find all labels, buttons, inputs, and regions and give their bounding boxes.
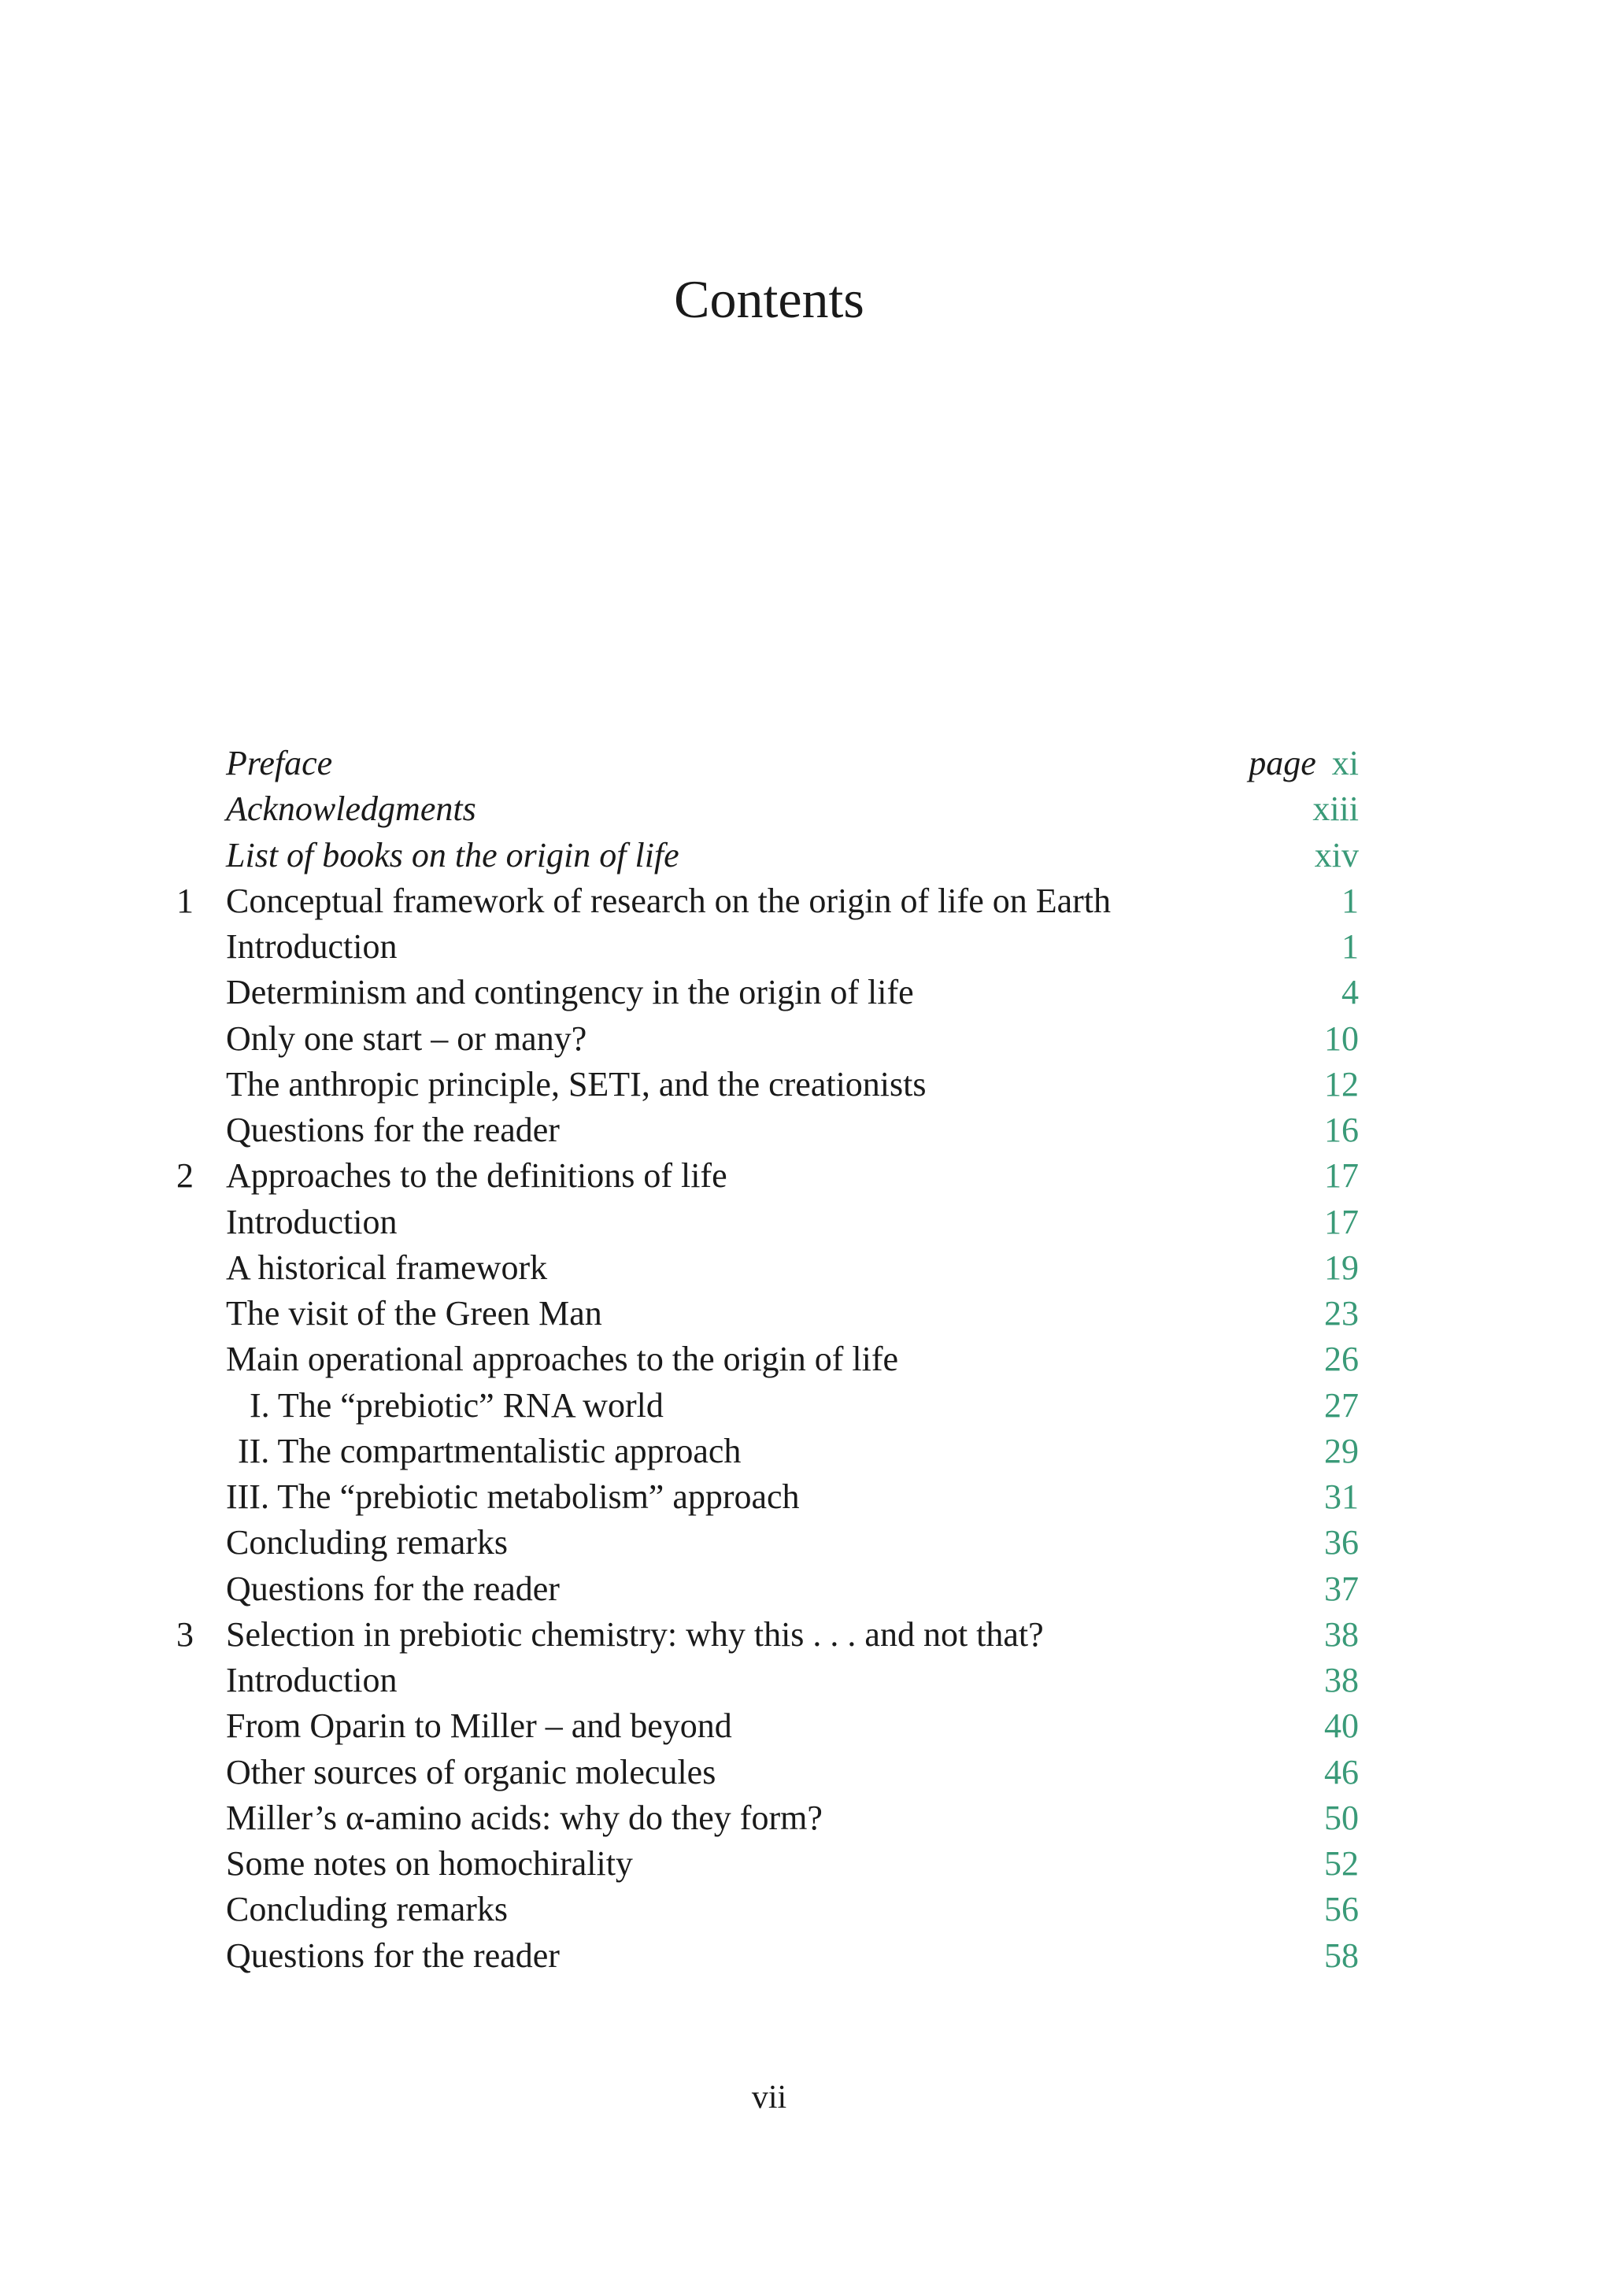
toc-entry-section xyxy=(0,970,1617,1015)
toc-entry-section xyxy=(0,1750,1617,1795)
entry-title: Introduction xyxy=(226,1661,398,1699)
entry-title: Main operational approaches to the origin of life xyxy=(226,1340,899,1379)
toc-entry-section xyxy=(0,1107,1617,1153)
table-of-contents xyxy=(0,741,1617,1979)
entry-title: Only one start – or many? xyxy=(226,1019,587,1058)
entry-title: Preface xyxy=(226,744,333,782)
toc-entry-chapter-3 xyxy=(0,1612,1617,1658)
page-number: xi xyxy=(1331,744,1359,782)
entry-title: III. The “prebiotic metabolism” approach xyxy=(226,1477,800,1516)
page-number-link[interactable]: 19 xyxy=(1324,1248,1359,1287)
toc-entry-subsection xyxy=(0,1474,1617,1520)
toc-entry-section xyxy=(0,1062,1617,1107)
page-number-link[interactable]: 1 xyxy=(1341,927,1359,966)
page-number-link[interactable]: 46 xyxy=(1324,1752,1359,1791)
page-number-link[interactable]: 16 xyxy=(1324,1111,1359,1149)
page-number-link[interactable]: 38 xyxy=(1324,1614,1359,1654)
toc-entry-book-list xyxy=(0,833,1617,878)
chapter-number: 3 xyxy=(176,1614,194,1654)
entry-title: Other sources of organic molecules xyxy=(226,1752,716,1791)
toc-entry-section xyxy=(0,1200,1617,1245)
toc-entry-section xyxy=(0,1337,1617,1382)
page-number-link[interactable]: 58 xyxy=(1324,1936,1359,1975)
toc-entry-section xyxy=(0,1933,1617,1979)
page-number-link[interactable]: 10 xyxy=(1324,1019,1359,1058)
page-number-link[interactable]: xiv xyxy=(1314,835,1359,874)
entry-title: Approaches to the definitions of life xyxy=(226,1156,727,1196)
entry-title: List of books on the origin of life xyxy=(226,835,679,874)
page-number-link[interactable]: 17 xyxy=(1324,1202,1359,1241)
entry-title: II. The compartmentalistic approach xyxy=(238,1431,742,1470)
toc-entry-subsection xyxy=(0,1383,1617,1429)
toc-entry-chapter-2 xyxy=(0,1153,1617,1199)
page-number-link[interactable] xyxy=(1249,741,1359,786)
entry-title: Determinism and contingency in the origin of life xyxy=(226,973,914,1012)
page-number-link[interactable]: 56 xyxy=(1324,1890,1359,1929)
toc-entry-section xyxy=(0,1291,1617,1337)
toc-entry-preface xyxy=(0,741,1617,786)
entry-title: I. The “prebiotic” RNA world xyxy=(250,1385,664,1425)
entry-title: Questions for the reader xyxy=(226,1111,560,1149)
page-number-link[interactable]: 31 xyxy=(1324,1477,1359,1516)
page-number-link[interactable]: 29 xyxy=(1324,1431,1359,1470)
entry-title: Introduction xyxy=(226,1202,398,1241)
page-number-link[interactable]: 36 xyxy=(1324,1523,1359,1562)
toc-entry-section xyxy=(0,924,1617,970)
page-number-link[interactable]: 26 xyxy=(1324,1340,1359,1379)
toc-entry-chapter-1 xyxy=(0,878,1617,924)
entry-title: Questions for the reader xyxy=(226,1936,560,1975)
entry-title: Selection in prebiotic chemistry: why this . . . and not that? xyxy=(226,1614,1044,1654)
page-number-link[interactable]: 23 xyxy=(1324,1294,1359,1333)
toc-entry-section xyxy=(0,1520,1617,1566)
page-title: Contents xyxy=(674,269,864,329)
toc-entry-section xyxy=(0,1703,1617,1749)
entry-title: Miller’s α-amino acids: why do they form? xyxy=(226,1798,823,1837)
entry-title: Introduction xyxy=(226,927,398,966)
entry-title: Conceptual framework of research on the origin of life on Earth xyxy=(226,881,1112,920)
page-number-link[interactable]: 52 xyxy=(1324,1844,1359,1883)
page-number-link[interactable]: xiii xyxy=(1312,789,1359,829)
toc-entry-section xyxy=(0,1245,1617,1291)
page-number-link[interactable]: 38 xyxy=(1324,1661,1359,1699)
chapter-number: 2 xyxy=(176,1156,194,1196)
entry-title: Concluding remarks xyxy=(226,1523,509,1562)
page-number-link[interactable]: 17 xyxy=(1324,1156,1359,1196)
page-number-link[interactable]: 40 xyxy=(1324,1706,1359,1746)
page-number-link[interactable]: 27 xyxy=(1324,1385,1359,1425)
toc-entry-section xyxy=(0,1795,1617,1841)
page-prefix-label: page xyxy=(1249,744,1316,782)
toc-entry-acknowledgments xyxy=(0,786,1617,832)
entry-title: Concluding remarks xyxy=(226,1890,509,1929)
toc-entry-section xyxy=(0,1841,1617,1887)
entry-title: From Oparin to Miller – and beyond xyxy=(226,1706,732,1746)
chapter-number: 1 xyxy=(176,881,194,920)
entry-title: Some notes on homochirality xyxy=(226,1844,633,1883)
toc-entry-subsection xyxy=(0,1429,1617,1474)
entry-title: Acknowledgments xyxy=(226,789,476,829)
entry-title: Questions for the reader xyxy=(226,1569,560,1608)
page-number-link[interactable]: 4 xyxy=(1341,973,1359,1012)
toc-entry-section xyxy=(0,1658,1617,1703)
page-number-link[interactable]: 50 xyxy=(1324,1798,1359,1837)
folio-page-number: vii xyxy=(751,2080,787,2116)
page-number-link[interactable]: 1 xyxy=(1341,881,1359,920)
toc-entry-section xyxy=(0,1887,1617,1932)
entry-title: The visit of the Green Man xyxy=(226,1294,602,1333)
page-number-link[interactable]: 12 xyxy=(1324,1064,1359,1104)
toc-entry-section xyxy=(0,1566,1617,1612)
page-number-link[interactable]: 37 xyxy=(1324,1569,1359,1608)
entry-title: A historical framework xyxy=(226,1248,548,1287)
entry-title: The anthropic principle, SETI, and the creationists xyxy=(226,1064,927,1104)
toc-entry-section xyxy=(0,1016,1617,1062)
